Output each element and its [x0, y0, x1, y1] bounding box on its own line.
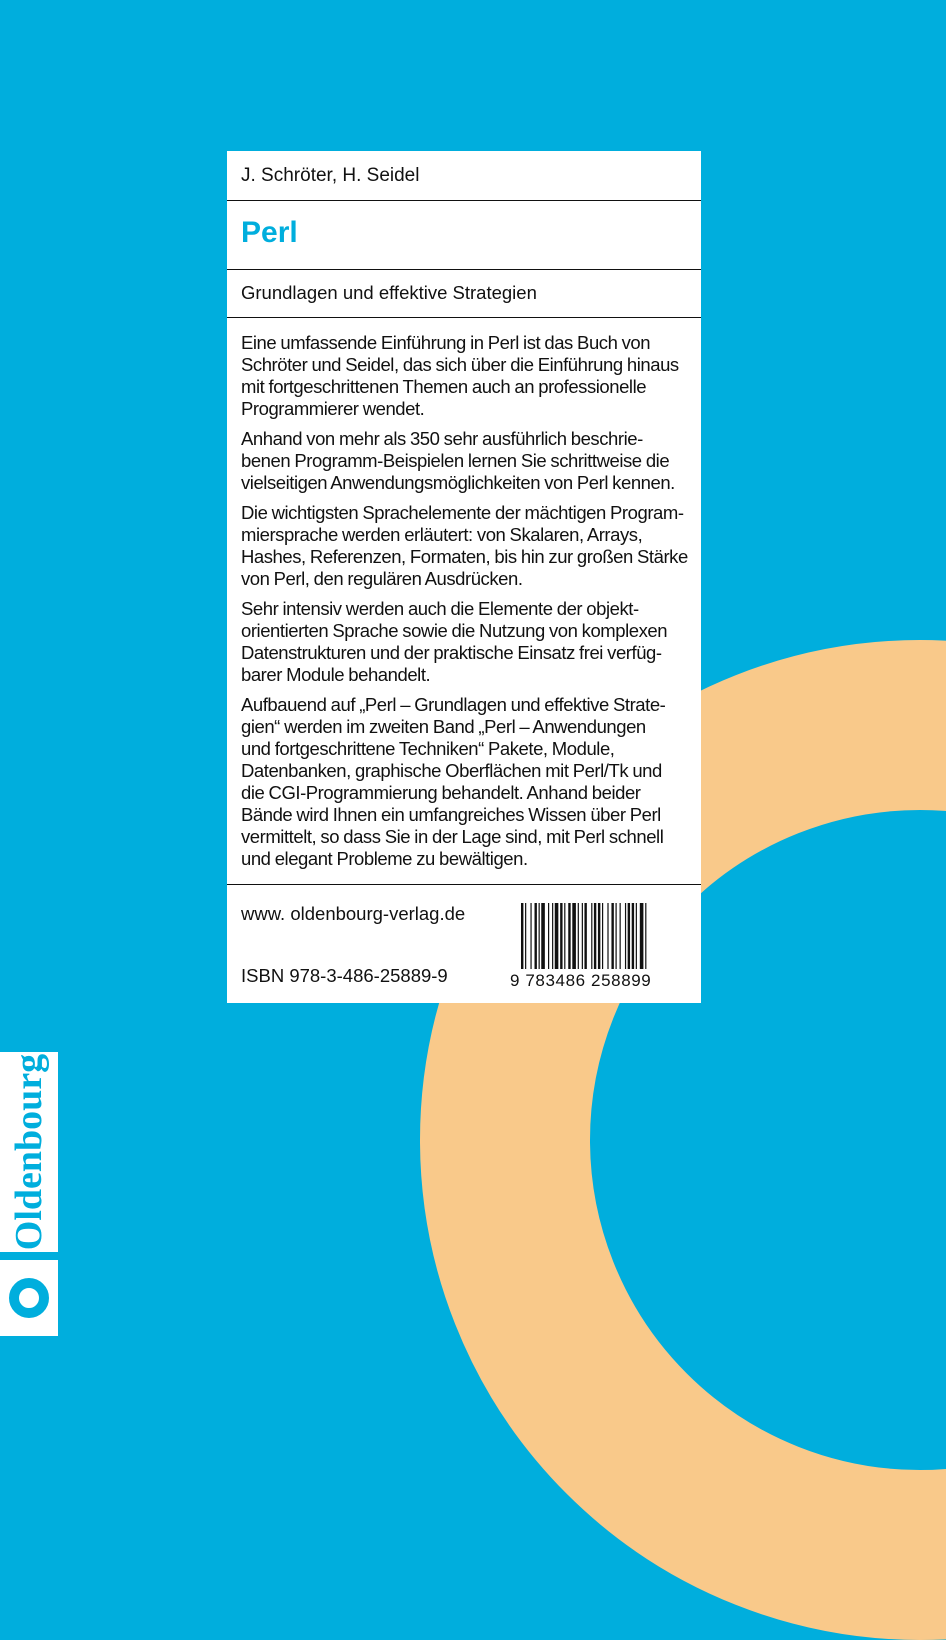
- blurb-paragraph: Anhand von mehr als 350 sehr ausführlich beschrie- benen Programm-Beispielen lernen Sie schrittweise die vielseitigen Anwendungsmöglichkeiten von Perl kennen.: [241, 428, 675, 493]
- blurb-paragraph: Eine umfassende Einführung in Perl ist das Buch von Schröter und Seidel, das sich über die Einführung hinaus mit fortgeschrittenen Themen auch an professionelle Programmierer wendet.: [241, 332, 679, 419]
- subtitle-row: [227, 270, 701, 318]
- barcode-bar: [628, 903, 630, 969]
- barcode-bar: [645, 903, 646, 969]
- barcode-bar: [632, 903, 634, 969]
- barcode-bar: [616, 903, 617, 969]
- footer: [227, 885, 701, 1003]
- barcode-bar: [582, 903, 583, 969]
- website-link[interactable]: www. oldenbourg-verlag.de: [241, 903, 466, 924]
- barcode: [521, 903, 683, 981]
- barcode-bar: [539, 903, 540, 969]
- barcode-bar: [636, 903, 637, 969]
- book-title: Perl: [241, 216, 298, 249]
- barcode-bar: [535, 903, 537, 969]
- barcode-bar: [564, 903, 565, 969]
- barcode-bar: [578, 903, 579, 969]
- blurb-paragraph: Sehr intensiv werden auch die Elemente der objekt- orientierten Sprache sowie die Nutzung von komplexen Datenstrukturen und der praktische Einsatz frei verfüg- barer Module behandelt.: [241, 598, 668, 685]
- publisher-brand: [0, 1052, 58, 1252]
- barcode-bar: [598, 903, 600, 969]
- blurb-paragraph: Die wichtigsten Sprachelemente der mächtigen Program- miersprache werden erläutert: von Skalaren, Arrays, Hashes, Referenzen, Formaten, bis hin zur großen Stärke von Perl, den regulären Ausdrücken.: [241, 502, 688, 589]
- authors-row: [227, 151, 701, 201]
- barcode-bar: [611, 903, 613, 969]
- book-subtitle: Grundlagen und effektive Strategien: [241, 282, 537, 303]
- blurb-paragraph: Aufbauend auf „Perl – Grundlagen und effektive Strate- gien“ werden im zweiten Band „Perl – Anwendungen und fortgeschrittene Techniken“ Pakete, Module, Datenbanken, graphische Oberflächen mit Perl/Tk und die CGI-Programmierung behandelt. Anhand beider Bände wird Ihnen ein umfangreiches Wissen über Perl vermittelt, so dass Sie in der Lage sind, mit Perl schnell und elegant Probleme zu bewältigen.: [241, 694, 666, 869]
- ring-icon: [9, 1278, 49, 1318]
- title-row: [227, 201, 701, 270]
- barcode-bar: [594, 903, 596, 969]
- authors: J. Schröter, H. Seidel: [241, 165, 420, 186]
- barcode-bar: [602, 903, 603, 969]
- barcode-bar: [607, 903, 608, 969]
- barcode-bar: [625, 903, 626, 969]
- barcode-bar: [555, 903, 559, 969]
- barcode-bar: [568, 903, 570, 969]
- barcode-bar: [541, 903, 545, 969]
- barcode-bar: [530, 903, 531, 969]
- barcode-bar: [552, 903, 553, 969]
- barcode-bar: [525, 903, 526, 969]
- info-panel: [227, 151, 701, 1003]
- barcode-bar: [548, 903, 549, 969]
- barcode-bar: [521, 903, 523, 969]
- publisher-logo: [0, 1260, 58, 1336]
- barcode-bar: [620, 903, 621, 969]
- barcode-digits: 9 783486 258899: [510, 971, 652, 990]
- barcode-bar: [584, 903, 586, 969]
- isbn: ISBN 978-3-486-25889-9: [241, 965, 448, 986]
- publisher-name: Oldenbourg: [8, 1053, 50, 1251]
- barcode-bar: [591, 903, 592, 969]
- barcode-bar: [640, 903, 644, 969]
- barcode-bar: [560, 903, 562, 969]
- blurb: [227, 318, 701, 885]
- barcode-bar: [572, 903, 576, 969]
